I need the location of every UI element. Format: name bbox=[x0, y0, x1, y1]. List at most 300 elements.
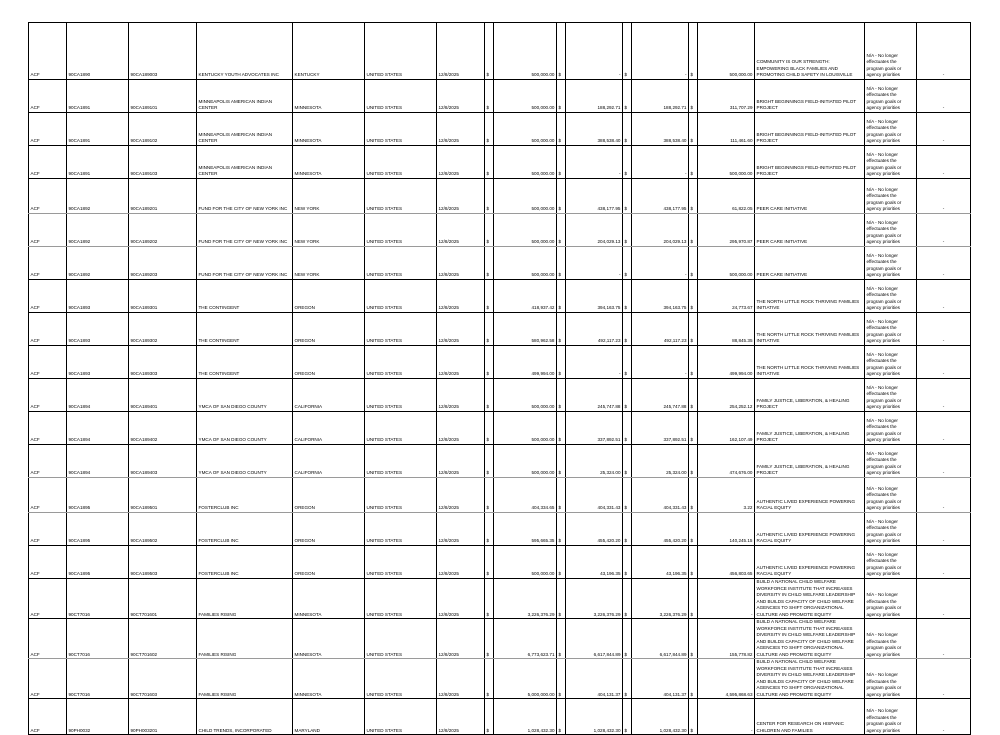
cell-remaining-balance: 140,245.15 bbox=[698, 513, 755, 546]
cell-trailing-value: - bbox=[917, 146, 971, 179]
cell-trailing-value: - bbox=[917, 513, 971, 546]
cell-currency-symbol-1: $ bbox=[485, 478, 494, 513]
cell-remaining-balance: 61,822.05 bbox=[698, 179, 755, 214]
cell-country: UNITED STATES bbox=[365, 579, 437, 619]
cell-subaward-number: 90CA189402 bbox=[129, 412, 197, 445]
cell-remaining-balance: - bbox=[698, 579, 755, 619]
cell-date: 12/8/2025 bbox=[437, 146, 485, 179]
table-body bbox=[29, 23, 971, 735]
cell-date: 12/8/2025 bbox=[437, 113, 485, 146]
cell-currency-symbol-2: $ bbox=[557, 619, 566, 659]
cell-subaward-number: 90CA189401 bbox=[129, 379, 197, 412]
table-row[interactable] bbox=[29, 146, 971, 179]
table-row[interactable] bbox=[29, 346, 971, 379]
cell-award-number: 90CA1894 bbox=[67, 412, 129, 445]
cell-currency-symbol-4: $ bbox=[689, 513, 698, 546]
cell-agency: ACF bbox=[29, 214, 67, 247]
cell-trailing-value: - bbox=[917, 579, 971, 619]
table-row[interactable] bbox=[29, 699, 971, 735]
cell-award-number: 90PH0032 bbox=[67, 699, 129, 735]
cell-agency: ACF bbox=[29, 699, 67, 735]
cell-state: CALIFORNIA bbox=[293, 379, 365, 412]
cell-agency: ACF bbox=[29, 146, 67, 179]
cell-termination-reason: N/A - No longer effectuates the program goals or agency priorities bbox=[865, 113, 917, 146]
cell-description: BRIGHT BEGINNINGS FIELD-INITIATED PILOT PROJECT bbox=[755, 80, 865, 113]
cell-subaward-number: 90CA189302 bbox=[129, 313, 197, 346]
cell-currency-symbol-1: $ bbox=[485, 280, 494, 313]
cell-currency-symbol-2: $ bbox=[557, 478, 566, 513]
cell-description: THE NORTH LITTLE ROCK THRIVING FAMILIES INITIATIVE bbox=[755, 280, 865, 313]
cell-agency: ACF bbox=[29, 659, 67, 699]
cell-currency-symbol-3: $ bbox=[623, 659, 632, 699]
cell-outlayed-amount: 394,163.75 bbox=[632, 280, 689, 313]
cell-award-amount: 418,937.42 bbox=[494, 280, 557, 313]
cell-award-number: 90CA1891 bbox=[67, 146, 129, 179]
cell-agency: ACF bbox=[29, 313, 67, 346]
cell-outlayed-amount: 1,028,432.30 bbox=[632, 699, 689, 735]
cell-currency-symbol-3: $ bbox=[623, 513, 632, 546]
table-row[interactable] bbox=[29, 546, 971, 579]
cell-termination-reason: N/A - No longer effectuates the program goals or agency priorities bbox=[865, 579, 917, 619]
cell-agency: ACF bbox=[29, 247, 67, 280]
cell-date: 12/8/2025 bbox=[437, 23, 485, 80]
cell-remaining-balance: 295,970.87 bbox=[698, 214, 755, 247]
cell-recipient: MINNEAPOLIS AMERICAN INDIAN CENTER bbox=[197, 113, 293, 146]
cell-country: UNITED STATES bbox=[365, 80, 437, 113]
cell-agency: ACF bbox=[29, 619, 67, 659]
cell-termination-reason: N/A - No longer effectuates the program goals or agency priorities bbox=[865, 280, 917, 313]
cell-award-amount: 500,000.00 bbox=[494, 214, 557, 247]
cell-currency-symbol-1: $ bbox=[485, 80, 494, 113]
cell-recipient: YMCA OF SAN DIEGO COUNTY bbox=[197, 412, 293, 445]
cell-subaward-number: 90CA189203 bbox=[129, 247, 197, 280]
cell-award-number: 90CA1893 bbox=[67, 280, 129, 313]
cell-outlayed-amount: 204,029.13 bbox=[632, 214, 689, 247]
cell-currency-symbol-3: $ bbox=[623, 146, 632, 179]
cell-award-number: 90CA1890 bbox=[67, 23, 129, 80]
cell-subaward-number: 90CT701602 bbox=[129, 619, 197, 659]
cell-description: AUTHENTIC LIVED EXPERIENCE POWERING RACIAL EQUITY bbox=[755, 513, 865, 546]
table-row[interactable] bbox=[29, 412, 971, 445]
cell-termination-reason: N/A - No longer effectuates the program goals or agency priorities bbox=[865, 313, 917, 346]
cell-trailing-value: - bbox=[917, 546, 971, 579]
cell-subaward-number: 90CA189201 bbox=[129, 179, 197, 214]
cell-termination-reason: N/A - No longer effectuates the program goals or agency priorities bbox=[865, 619, 917, 659]
cell-currency-symbol-2: $ bbox=[557, 280, 566, 313]
cell-outlayed-amount: 438,177.95 bbox=[632, 179, 689, 214]
cell-country: UNITED STATES bbox=[365, 179, 437, 214]
cell-country: UNITED STATES bbox=[365, 478, 437, 513]
cell-country: UNITED STATES bbox=[365, 113, 437, 146]
cell-outlayed-amount: 3,226,376.29 bbox=[632, 579, 689, 619]
cell-outlayed-amount: 492,117.23 bbox=[632, 313, 689, 346]
cell-agency: ACF bbox=[29, 379, 67, 412]
cell-currency-symbol-1: $ bbox=[485, 379, 494, 412]
cell-currency-symbol-2: $ bbox=[557, 313, 566, 346]
cell-subaward-number: 90CA189102 bbox=[129, 113, 197, 146]
cell-currency-symbol-4: $ bbox=[689, 546, 698, 579]
cell-currency-symbol-1: $ bbox=[485, 659, 494, 699]
cell-remaining-balance: 88,845.35 bbox=[698, 313, 755, 346]
cell-currency-symbol-2: $ bbox=[557, 699, 566, 735]
cell-currency-symbol-2: $ bbox=[557, 445, 566, 478]
cell-outlayed-amount: 337,892.51 bbox=[632, 412, 689, 445]
cell-award-number: 90CA1891 bbox=[67, 80, 129, 113]
cell-country: UNITED STATES bbox=[365, 247, 437, 280]
cell-state: OREGON bbox=[293, 280, 365, 313]
cell-subaward-number: 90CA189301 bbox=[129, 280, 197, 313]
cell-remaining-balance: - bbox=[698, 699, 755, 735]
cell-state: NEW YORK bbox=[293, 179, 365, 214]
cell-recipient: FAMILIES RISING bbox=[197, 659, 293, 699]
cell-termination-reason: N/A - No longer effectuates the program goals or agency priorities bbox=[865, 513, 917, 546]
cell-country: UNITED STATES bbox=[365, 513, 437, 546]
cell-termination-reason: N/A - No longer effectuates the program goals or agency priorities bbox=[865, 478, 917, 513]
cell-currency-symbol-1: $ bbox=[485, 699, 494, 735]
cell-currency-symbol-4: $ bbox=[689, 113, 698, 146]
cell-description: PEER CARE INITIATIVE bbox=[755, 179, 865, 214]
cell-country: UNITED STATES bbox=[365, 445, 437, 478]
cell-subaward-number: 90CA189502 bbox=[129, 513, 197, 546]
cell-country: UNITED STATES bbox=[365, 146, 437, 179]
table-row[interactable] bbox=[29, 379, 971, 412]
cell-recipient: FAMILIES RISING bbox=[197, 579, 293, 619]
cell-currency-symbol-3: $ bbox=[623, 80, 632, 113]
cell-currency-symbol-3: $ bbox=[623, 478, 632, 513]
cell-description: BUILD A NATIONAL CHILD WELFARE WORKFORCE INSTITUTE THAT INCREASES DIVERSITY IN CHILD WELFARE LEADERSHIP AND BUILDS CAPACITY OF CHILD WELFARE AGENCIES TO SHIFT ORGANIZATIONAL CULTURE AND PROMOTE EQUITY bbox=[755, 659, 865, 699]
cell-award-number: 90CA1892 bbox=[67, 179, 129, 214]
cell-currency-symbol-1: $ bbox=[485, 214, 494, 247]
cell-recipient: FUND FOR THE CITY OF NEW YORK INC bbox=[197, 214, 293, 247]
cell-award-number: 90CA1892 bbox=[67, 247, 129, 280]
cell-date: 12/8/2025 bbox=[437, 619, 485, 659]
cell-date: 12/8/2025 bbox=[437, 80, 485, 113]
cell-description: AUTHENTIC LIVED EXPERIENCE POWERING RACIAL EQUITY bbox=[755, 478, 865, 513]
cell-remaining-balance: 500,000.00 bbox=[698, 23, 755, 80]
cell-currency-symbol-4: $ bbox=[689, 699, 698, 735]
cell-trailing-value: - bbox=[917, 699, 971, 735]
cell-currency-symbol-2: $ bbox=[557, 579, 566, 619]
cell-trailing-value: - bbox=[917, 659, 971, 699]
cell-remaining-balance: 111,461.60 bbox=[698, 113, 755, 146]
cell-award-amount: 500,000.00 bbox=[494, 113, 557, 146]
cell-state: MINNESOTA bbox=[293, 146, 365, 179]
cell-recipient: FUND FOR THE CITY OF NEW YORK INC bbox=[197, 179, 293, 214]
cell-currency-symbol-2: $ bbox=[557, 179, 566, 214]
cell-trailing-value: - bbox=[917, 280, 971, 313]
cell-currency-symbol-2: $ bbox=[557, 546, 566, 579]
cell-subaward-number: 90CA189103 bbox=[129, 146, 197, 179]
cell-recipient: FUND FOR THE CITY OF NEW YORK INC bbox=[197, 247, 293, 280]
table-row[interactable] bbox=[29, 80, 971, 113]
cell-currency-symbol-2: $ bbox=[557, 513, 566, 546]
cell-currency-symbol-1: $ bbox=[485, 513, 494, 546]
cell-currency-symbol-3: $ bbox=[623, 579, 632, 619]
cell-description: CENTER FOR RESEARCH ON HISPANIC CHILDREN AND FAMILIES bbox=[755, 699, 865, 735]
cell-currency-symbol-1: $ bbox=[485, 412, 494, 445]
cell-award-number: 90CA1894 bbox=[67, 445, 129, 478]
cell-currency-symbol-4: $ bbox=[689, 280, 698, 313]
cell-state: MINNESOTA bbox=[293, 659, 365, 699]
cell-obligated-amount: 455,420.20 bbox=[566, 513, 623, 546]
cell-country: UNITED STATES bbox=[365, 214, 437, 247]
cell-recipient: FOSTERCLUB INC bbox=[197, 513, 293, 546]
cell-obligated-amount: 245,747.88 bbox=[566, 379, 623, 412]
cell-date: 12/8/2025 bbox=[437, 579, 485, 619]
cell-subaward-number: 90PH003201 bbox=[129, 699, 197, 735]
cell-currency-symbol-1: $ bbox=[485, 619, 494, 659]
cell-date: 12/8/2025 bbox=[437, 478, 485, 513]
cell-award-number: 90CA1895 bbox=[67, 513, 129, 546]
cell-currency-symbol-4: $ bbox=[689, 412, 698, 445]
cell-currency-symbol-4: $ bbox=[689, 80, 698, 113]
cell-date: 12/8/2025 bbox=[437, 214, 485, 247]
cell-currency-symbol-4: $ bbox=[689, 146, 698, 179]
cell-agency: ACF bbox=[29, 113, 67, 146]
cell-description: COMMUNITY IS OUR STRENGTH: EMPOWERING BLACK FAMILIES AND PROMOTING CHILD SAFETY IN LOUISVILLE bbox=[755, 23, 865, 80]
cell-recipient: THE CONTINGENT bbox=[197, 313, 293, 346]
cell-state: NEW YORK bbox=[293, 247, 365, 280]
cell-outlayed-amount: 455,420.20 bbox=[632, 513, 689, 546]
cell-award-number: 90CA1893 bbox=[67, 346, 129, 379]
cell-award-amount: 499,994.00 bbox=[494, 346, 557, 379]
cell-currency-symbol-4: $ bbox=[689, 478, 698, 513]
cell-outlayed-amount: 404,131.37 bbox=[632, 659, 689, 699]
cell-agency: ACF bbox=[29, 513, 67, 546]
cell-trailing-value: - bbox=[917, 179, 971, 214]
spreadsheet-sheet bbox=[28, 22, 970, 735]
cell-award-amount: 500,000.00 bbox=[494, 379, 557, 412]
cell-award-amount: 500,000.00 bbox=[494, 80, 557, 113]
cell-currency-symbol-2: $ bbox=[557, 146, 566, 179]
cell-state: MINNESOTA bbox=[293, 619, 365, 659]
cell-award-amount: 500,000.00 bbox=[494, 146, 557, 179]
cell-award-amount: 500,000.00 bbox=[494, 445, 557, 478]
cell-obligated-amount: 404,131.37 bbox=[566, 659, 623, 699]
cell-currency-symbol-3: $ bbox=[623, 179, 632, 214]
cell-termination-reason: N/A - No longer effectuates the program goals or agency priorities bbox=[865, 659, 917, 699]
cell-subaward-number: 90CT701603 bbox=[129, 659, 197, 699]
table-row[interactable] bbox=[29, 313, 971, 346]
cell-award-amount: 5,000,000.00 bbox=[494, 659, 557, 699]
cell-date: 12/8/2025 bbox=[437, 379, 485, 412]
table-row[interactable] bbox=[29, 23, 971, 80]
cell-trailing-value: - bbox=[917, 379, 971, 412]
cell-currency-symbol-3: $ bbox=[623, 412, 632, 445]
cell-obligated-amount: 438,177.95 bbox=[566, 179, 623, 214]
cell-state: OREGON bbox=[293, 313, 365, 346]
cell-award-number: 90CA1891 bbox=[67, 113, 129, 146]
table-row[interactable] bbox=[29, 619, 971, 659]
cell-currency-symbol-2: $ bbox=[557, 23, 566, 80]
cell-trailing-value: - bbox=[917, 23, 971, 80]
cell-currency-symbol-3: $ bbox=[623, 619, 632, 659]
table-row[interactable] bbox=[29, 445, 971, 478]
cell-award-number: 90CT7016 bbox=[67, 619, 129, 659]
cell-description: FAMILY JUSTICE, LIBERATION, & HEALING PROJECT bbox=[755, 412, 865, 445]
cell-description: BUILD A NATIONAL CHILD WELFARE WORKFORCE INSTITUTE THAT INCREASES DIVERSITY IN CHILD WELFARE LEADERSHIP AND BUILDS CAPACITY OF CHILD WELFARE AGENCIES TO SHIFT ORGANIZATIONAL CULTURE AND PROMOTE EQUITY bbox=[755, 579, 865, 619]
cell-termination-reason: N/A - No longer effectuates the program goals or agency priorities bbox=[865, 445, 917, 478]
cell-outlayed-amount: 245,747.88 bbox=[632, 379, 689, 412]
cell-date: 12/8/2025 bbox=[437, 313, 485, 346]
cell-currency-symbol-2: $ bbox=[557, 659, 566, 699]
cell-obligated-amount: 337,892.51 bbox=[566, 412, 623, 445]
cell-state: NEW YORK bbox=[293, 214, 365, 247]
cell-country: UNITED STATES bbox=[365, 23, 437, 80]
cell-remaining-balance: 24,773.67 bbox=[698, 280, 755, 313]
cell-description: BRIGHT BEGINNINGS FIELD-INITIATED PILOT PROJECT bbox=[755, 146, 865, 179]
cell-currency-symbol-2: $ bbox=[557, 247, 566, 280]
cell-termination-reason: N/A - No longer effectuates the program goals or agency priorities bbox=[865, 546, 917, 579]
cell-state: CALIFORNIA bbox=[293, 412, 365, 445]
table-row[interactable] bbox=[29, 214, 971, 247]
cell-termination-reason: N/A - No longer effectuates the program goals or agency priorities bbox=[865, 412, 917, 445]
cell-obligated-amount: 6,617,844.89 bbox=[566, 619, 623, 659]
cell-termination-reason: N/A - No longer effectuates the program goals or agency priorities bbox=[865, 179, 917, 214]
table-row[interactable] bbox=[29, 280, 971, 313]
cell-currency-symbol-3: $ bbox=[623, 113, 632, 146]
cell-currency-symbol-3: $ bbox=[623, 546, 632, 579]
cell-obligated-amount: 1,028,432.30 bbox=[566, 699, 623, 735]
cell-termination-reason: N/A - No longer effectuates the program goals or agency priorities bbox=[865, 379, 917, 412]
cell-currency-symbol-4: $ bbox=[689, 214, 698, 247]
cell-date: 12/8/2025 bbox=[437, 513, 485, 546]
cell-award-number: 90CT7016 bbox=[67, 579, 129, 619]
cell-award-number: 90CA1893 bbox=[67, 313, 129, 346]
cell-currency-symbol-3: $ bbox=[623, 445, 632, 478]
table-row[interactable] bbox=[29, 113, 971, 146]
cell-description: BUILD A NATIONAL CHILD WELFARE WORKFORCE INSTITUTE THAT INCREASES DIVERSITY IN CHILD WELFARE LEADERSHIP AND BUILDS CAPACITY OF CHILD WELFARE AGENCIES TO SHIFT ORGANIZATIONAL CULTURE AND PROMOTE EQUITY bbox=[755, 619, 865, 659]
cell-country: UNITED STATES bbox=[365, 412, 437, 445]
cell-subaward-number: 90CA189303 bbox=[129, 346, 197, 379]
cell-obligated-amount: - bbox=[566, 146, 623, 179]
cell-remaining-balance: 500,000.00 bbox=[698, 146, 755, 179]
cell-state: OREGON bbox=[293, 478, 365, 513]
cell-award-amount: 500,000.00 bbox=[494, 179, 557, 214]
cell-trailing-value: - bbox=[917, 313, 971, 346]
cell-outlayed-amount: 188,292.71 bbox=[632, 80, 689, 113]
cell-state: MINNESOTA bbox=[293, 80, 365, 113]
cell-award-amount: 1,028,432.30 bbox=[494, 699, 557, 735]
cell-country: UNITED STATES bbox=[365, 546, 437, 579]
cell-currency-symbol-4: $ bbox=[689, 445, 698, 478]
cell-currency-symbol-3: $ bbox=[623, 23, 632, 80]
cell-remaining-balance: 311,707.29 bbox=[698, 80, 755, 113]
cell-currency-symbol-3: $ bbox=[623, 699, 632, 735]
cell-currency-symbol-4: $ bbox=[689, 247, 698, 280]
cell-country: UNITED STATES bbox=[365, 659, 437, 699]
cell-remaining-balance: 474,676.00 bbox=[698, 445, 755, 478]
cell-subaward-number: 90CA189403 bbox=[129, 445, 197, 478]
cell-currency-symbol-4: $ bbox=[689, 23, 698, 80]
cell-country: UNITED STATES bbox=[365, 280, 437, 313]
table-row[interactable] bbox=[29, 179, 971, 214]
cell-date: 12/8/2025 bbox=[437, 659, 485, 699]
cell-agency: ACF bbox=[29, 280, 67, 313]
cell-obligated-amount: - bbox=[566, 23, 623, 80]
table-row[interactable] bbox=[29, 513, 971, 546]
cell-agency: ACF bbox=[29, 412, 67, 445]
cell-description: FAMILY JUSTICE, LIBERATION, & HEALING PROJECT bbox=[755, 379, 865, 412]
cell-date: 12/8/2025 bbox=[437, 699, 485, 735]
cell-description: THE NORTH LITTLE ROCK THRIVING FAMILIES INITIATIVE bbox=[755, 313, 865, 346]
cell-currency-symbol-4: $ bbox=[689, 619, 698, 659]
cell-country: UNITED STATES bbox=[365, 313, 437, 346]
cell-state: OREGON bbox=[293, 346, 365, 379]
cell-subaward-number: 90CT701601 bbox=[129, 579, 197, 619]
cell-termination-reason: N/A - No longer effectuates the program goals or agency priorities bbox=[865, 214, 917, 247]
table-row[interactable] bbox=[29, 579, 971, 619]
cell-currency-symbol-1: $ bbox=[485, 247, 494, 280]
cell-state: CALIFORNIA bbox=[293, 445, 365, 478]
cell-country: UNITED STATES bbox=[365, 619, 437, 659]
cell-recipient: MINNEAPOLIS AMERICAN INDIAN CENTER bbox=[197, 80, 293, 113]
table-row[interactable] bbox=[29, 247, 971, 280]
cell-date: 12/8/2025 bbox=[437, 546, 485, 579]
cell-trailing-value: - bbox=[917, 445, 971, 478]
cell-agency: ACF bbox=[29, 445, 67, 478]
cell-agency: ACF bbox=[29, 346, 67, 379]
cell-outlayed-amount: 25,324.00 bbox=[632, 445, 689, 478]
table-row[interactable] bbox=[29, 478, 971, 513]
cell-obligated-amount: 388,538.40 bbox=[566, 113, 623, 146]
cell-award-amount: 500,000.00 bbox=[494, 23, 557, 80]
cell-subaward-number: 90CA189101 bbox=[129, 80, 197, 113]
table-row[interactable] bbox=[29, 659, 971, 699]
cell-currency-symbol-4: $ bbox=[689, 313, 698, 346]
cell-outlayed-amount: - bbox=[632, 146, 689, 179]
cell-currency-symbol-4: $ bbox=[689, 179, 698, 214]
cell-description: BRIGHT BEGINNINGS FIELD-INITIATED PILOT PROJECT bbox=[755, 113, 865, 146]
cell-trailing-value: - bbox=[917, 478, 971, 513]
cell-obligated-amount: 43,196.35 bbox=[566, 546, 623, 579]
cell-currency-symbol-2: $ bbox=[557, 214, 566, 247]
cell-agency: ACF bbox=[29, 80, 67, 113]
cell-obligated-amount: 3,226,376.29 bbox=[566, 579, 623, 619]
cell-trailing-value: - bbox=[917, 619, 971, 659]
cell-currency-symbol-3: $ bbox=[623, 379, 632, 412]
cell-award-number: 90CA1894 bbox=[67, 379, 129, 412]
cell-description: THE NORTH LITTLE ROCK THRIVING FAMILIES INITIATIVE bbox=[755, 346, 865, 379]
cell-remaining-balance: 254,252.12 bbox=[698, 379, 755, 412]
cell-state: MINNESOTA bbox=[293, 113, 365, 146]
grant-awards-table bbox=[28, 22, 971, 735]
cell-obligated-amount: 204,029.13 bbox=[566, 214, 623, 247]
cell-date: 12/8/2025 bbox=[437, 179, 485, 214]
cell-agency: ACF bbox=[29, 546, 67, 579]
cell-currency-symbol-1: $ bbox=[485, 146, 494, 179]
cell-remaining-balance: 499,994.00 bbox=[698, 346, 755, 379]
cell-subaward-number: 90CA189003 bbox=[129, 23, 197, 80]
cell-currency-symbol-1: $ bbox=[485, 546, 494, 579]
cell-agency: ACF bbox=[29, 579, 67, 619]
cell-remaining-balance: 4,595,868.63 bbox=[698, 659, 755, 699]
cell-currency-symbol-4: $ bbox=[689, 346, 698, 379]
cell-date: 12/8/2025 bbox=[437, 412, 485, 445]
cell-currency-symbol-3: $ bbox=[623, 346, 632, 379]
cell-date: 12/8/2025 bbox=[437, 280, 485, 313]
cell-date: 12/8/2025 bbox=[437, 247, 485, 280]
cell-award-amount: 595,665.35 bbox=[494, 513, 557, 546]
cell-obligated-amount: 404,331.43 bbox=[566, 478, 623, 513]
cell-termination-reason: N/A - No longer effectuates the program goals or agency priorities bbox=[865, 146, 917, 179]
cell-currency-symbol-1: $ bbox=[485, 23, 494, 80]
cell-remaining-balance: 500,000.00 bbox=[698, 247, 755, 280]
cell-recipient: KENTUCKY YOUTH ADVOCATES INC bbox=[197, 23, 293, 80]
cell-obligated-amount: 394,163.75 bbox=[566, 280, 623, 313]
cell-award-amount: 404,334.65 bbox=[494, 478, 557, 513]
cell-termination-reason: N/A - No longer effectuates the program goals or agency priorities bbox=[865, 80, 917, 113]
